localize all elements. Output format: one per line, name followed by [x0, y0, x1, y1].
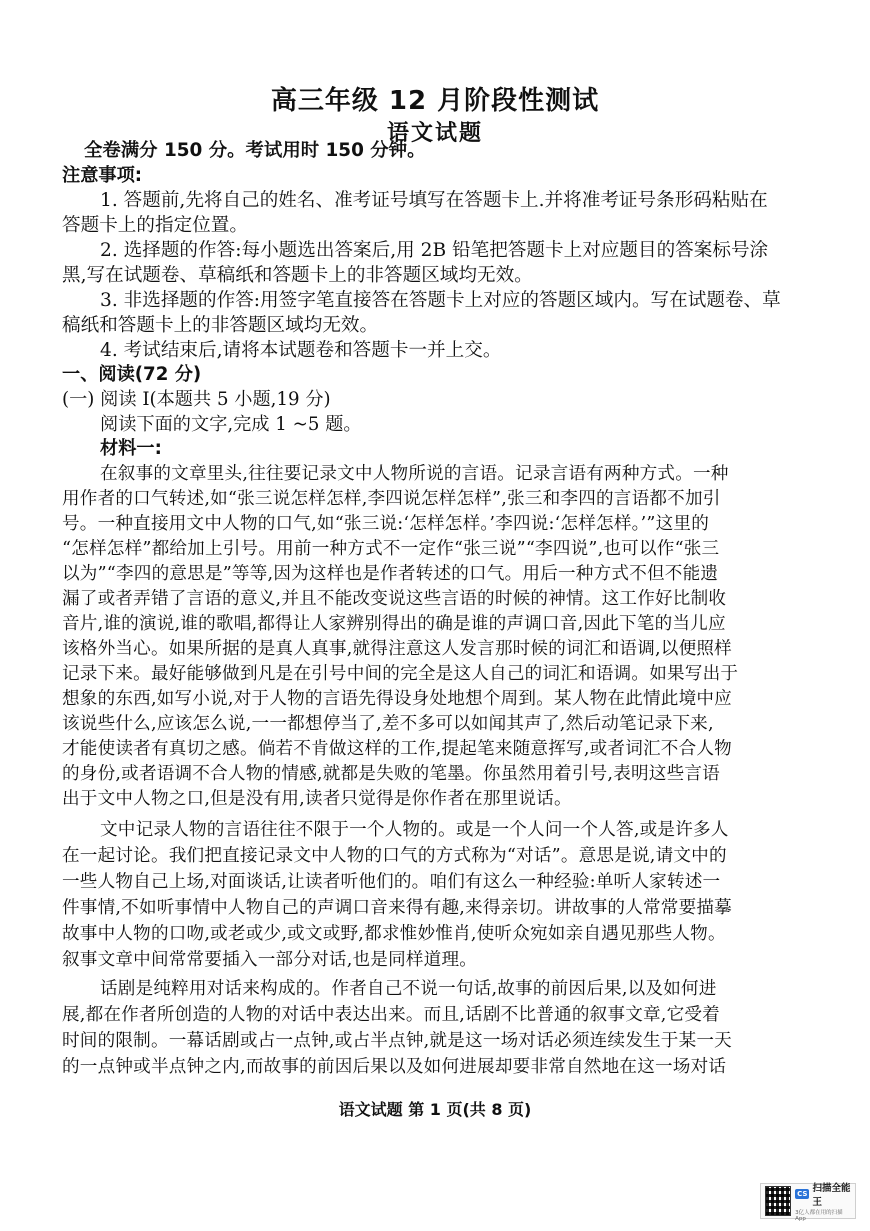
notice-line: 3. 非选择题的作答:用签字笔直接答在答题卡上对应的答题区域内。写在试题卷、草 — [100, 290, 781, 311]
notice-line: 1. 答题前,先将自己的姓名、准考证号填写在答题卡上.并将准考证号条形码粘贴在 — [100, 190, 768, 211]
body-line: 文中记录人物的言语往往不限于一个人物的。或是一个人问一个人答,或是许多人 — [100, 820, 729, 840]
exam-title: 高三年级 12 月阶段性测试 — [270, 86, 600, 116]
body-line: 用作者的口气转述,如“张三说怎样怎样,李四说怎样怎样”,张三和李四的言语都不加引 — [62, 489, 721, 509]
body-line: 的一点钟或半点钟之内,而故事的前因后果以及如何进展却要非常自然地在这一场对话 — [62, 1057, 727, 1077]
section-instruction: 阅读下面的文字,完成 1 ~5 题。 — [100, 414, 362, 435]
qr-code-icon — [765, 1186, 791, 1216]
body-line: 在一起讨论。我们把直接记录文中人物的口气的方式称为“对话”。意思是说,请文中的 — [62, 846, 727, 866]
body-line: 才能使读者有真切之感。倘若不肯做这样的工作,提起笔来随意挥写,或者词汇不合人物 — [62, 739, 732, 759]
section-sub-one: (一) 阅读 Ⅰ(本题共 5 小题,19 分) — [62, 389, 331, 410]
body-line: 想象的东西,如写小说,对于人物的言语先得设身处地想个周到。某人物在此情此境中应 — [62, 689, 732, 709]
body-line: 记录下来。最好能够做到凡是在引号中间的完全是这人自己的词汇和语调。如果写出于 — [62, 664, 739, 684]
body-line: 在叙事的文章里头,往往要记录文中人物所说的言语。记录言语有两种方式。一种 — [100, 464, 729, 484]
body-line: 展,都在作者所创造的人物的对话中表达出来。而且,话剧不比普通的叙事文章,它受着 — [62, 1005, 720, 1025]
body-line: 叙事文章中间常常要插入一部分对话,也是同样道理。 — [62, 950, 478, 970]
body-line: “怎样怎样”都给加上引号。用前一种方式不一定作“张三说”“李四说”,也可以作“张三 — [62, 539, 720, 559]
body-line: 话剧是纯粹用对话来构成的。作者自己不说一句话,故事的前因后果,以及如何进 — [100, 979, 717, 999]
body-line: 漏了或者弄错了言语的意义,并且不能改变说这些言语的时候的神情。这工作好比制收 — [62, 589, 727, 609]
exam-subtitle: 语文试题 — [386, 121, 483, 146]
body-line: 件事情,不如听事情中人物自己的声调口音来得有趣,来得亲切。讲故事的人常常要描摹 — [62, 898, 732, 918]
body-line: 时间的限制。一幕话剧或占一点钟,或占半点钟,就是这一场对话必须连续发生于某一天 — [62, 1031, 732, 1051]
exam-info: 全卷满分 150 分。考试用时 150 分钟。 — [84, 140, 426, 161]
body-line: 号。一种直接用文中人物的口气,如“张三说:‘怎样怎样。’李四说:‘怎样怎样。’”这里的 — [62, 514, 709, 534]
notice-line: 稿纸和答题卡上的非答题区域均无效。 — [62, 315, 379, 336]
body-line: 故事中人物的口吻,或老或少,或文或野,都求惟妙惟肖,使听众宛如亲自遇见那些人物。 — [62, 924, 726, 944]
notice-line: 答题卡上的指定位置。 — [62, 215, 248, 236]
body-line: 出于文中人物之口,但是没有用,读者只觉得是你作者在那里说话。 — [62, 789, 572, 809]
notice-line: 2. 选择题的作答:每小题选出答案后,用 2B 铅笔把答题卡上对应题目的答案标号涂 — [100, 240, 769, 261]
notice-line: 4. 考试结束后,请将本试题卷和答题卡一并上交。 — [100, 340, 502, 361]
watermark-brand: 扫描全能王 — [812, 1183, 851, 1208]
camscanner-logo-icon: CS — [797, 1190, 808, 1198]
scanner-watermark — [760, 1183, 856, 1222]
body-line: 该说些什么,应该怎么说,一一都想停当了,差不多可以如闻其声了,然后动笔记录下来, — [62, 714, 714, 734]
body-line: 以为”“李四的意思是”等等,因为这样也是作者转述的口气。用后一种方式不但不能遗 — [62, 564, 719, 584]
section-part-one: 一、阅读(72 分) — [62, 364, 202, 385]
notice-heading: 注意事项: — [62, 165, 143, 186]
material-label: 材料一: — [100, 438, 162, 459]
notice-line: 黑,写在试题卷、草稿纸和答题卡上的非答题区域均无效。 — [62, 265, 533, 286]
body-line: 一些人物自己上场,对面谈话,让读者听他们的。咱们有这么一种经验:单听人家转述一 — [62, 872, 721, 892]
body-line: 音片,谁的演说,谁的歌唱,都得让人家辨别得出的确是谁的声调口音,因此下笔的当儿应 — [62, 614, 726, 634]
body-line: 该格外当心。如果所据的是真人真事,就得注意这人发言那时候的词汇和语调,以便照样 — [62, 639, 732, 659]
watermark-subtext: 3亿人都在用的扫描App — [795, 1210, 843, 1222]
body-line: 的身份,或者语调不合人物的情感,就都是失败的笔墨。你虽然用着引号,表明这些言语 — [62, 764, 720, 784]
page-footer: 语文试题 第 1 页(共 8 页) — [338, 1100, 532, 1119]
